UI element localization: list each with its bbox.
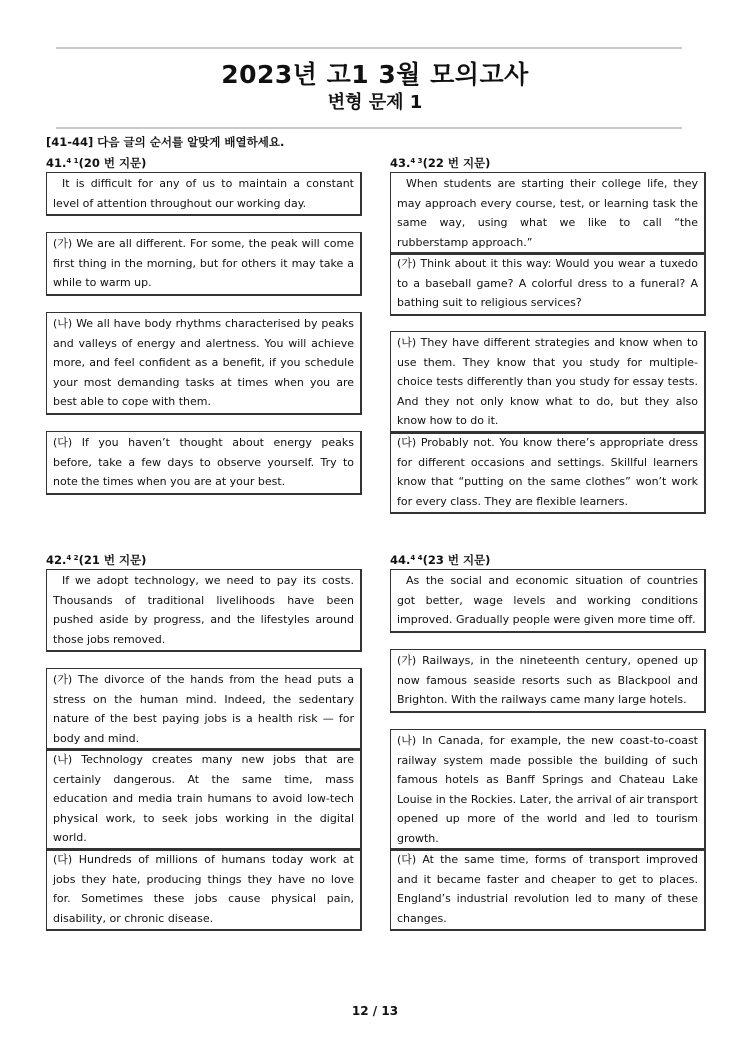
passage-box-41: It is difficult for any of us to maintain a constant level of attention throughout our working day. bbox=[46, 172, 362, 216]
question-heading-41 bbox=[46, 155, 146, 171]
question-heading-43 bbox=[390, 155, 490, 171]
question-superscript: 4 3 bbox=[410, 157, 423, 165]
option-na-43: (나) They have different strategies and know when to use them. They know that you study for multiple-choice tests differently than you study for essay tests. And they not only know what to do, but they also know how to do it. bbox=[390, 331, 706, 434]
question-source: (23 번 지문) bbox=[422, 553, 491, 567]
question-heading-42 bbox=[46, 552, 146, 568]
header-rule-top bbox=[56, 47, 682, 49]
question-source: (20 번 지문) bbox=[78, 156, 147, 170]
page-title: 2023년 고1 3월 모의고사 bbox=[221, 60, 529, 89]
passage-box-44: As the social and economic situation of countries got better, wage levels and working conditions improved. Gradually people were given more time off. bbox=[390, 569, 706, 633]
option-ga-43: (가) Think about it this way: Would you wear a tuxedo to a baseball game? A colorful dress to a funeral? A bathing suit to religious services? bbox=[390, 252, 706, 316]
question-number: 41. bbox=[46, 156, 67, 170]
question-number: 43. bbox=[390, 156, 411, 170]
option-na-41: (나) We all have body rhythms characterised by peaks and valleys of energy and alertness. You will achieve more, and feel confident as a benefit, if you schedule your most demanding tasks at times when you are best able to cope with them. bbox=[46, 312, 362, 415]
question-heading-44 bbox=[390, 552, 490, 568]
passage-box-43: When students are starting their college life, they may approach every course, test, or learning task the same way, using what we like to call “the rubberstamp approach.” bbox=[390, 172, 706, 255]
option-ga-42: (가) The divorce of the hands from the head puts a stress on the human mind. Indeed, the sedentary nature of the best paying jobs is a health risk — for body and mind. bbox=[46, 668, 362, 751]
question-source: (21 번 지문) bbox=[78, 553, 147, 567]
option-da-41: (다) If you haven’t thought about energy peaks before, take a few days to observe yourself. Try to note the times when you are at your best. bbox=[46, 431, 362, 495]
option-na-44: (나) In Canada, for example, the new coast-to-coast railway system made possible the building of such famous hotels as Banff Springs and Chateau Lake Louise in the Rockies. Later, the arrival of air transport opened up more of the world and led to tourism growth. bbox=[390, 729, 706, 851]
passage-box-42: If we adopt technology, we need to pay its costs. Thousands of traditional livelihoods have been pushed aside by progress, and the lifestyles around those jobs removed. bbox=[46, 569, 362, 652]
question-number: 42. bbox=[46, 553, 67, 567]
option-ga-44: (가) Railways, in the nineteenth century, opened up now famous seaside resorts such as Blackpool and Brighton. With the railways came many large hotels. bbox=[390, 649, 706, 713]
header-rule-bottom bbox=[56, 127, 682, 129]
option-da-42: (다) Hundreds of millions of humans today work at jobs they hate, producing things they have no love for. Sometimes these jobs cause physical pain, disability, or chronic disease. bbox=[46, 848, 362, 931]
page-subtitle: 변형 문제 1 bbox=[327, 92, 423, 113]
question-superscript: 4 2 bbox=[66, 554, 79, 562]
page-number: 12 / 13 bbox=[351, 1004, 399, 1018]
option-ga-41: (가) We are all different. For some, the peak will come first thing in the morning, but for others it may take a while to warm up. bbox=[46, 232, 362, 296]
instruction: [41-44] 다음 글의 순서를 알맞게 배열하세요. bbox=[46, 135, 285, 149]
option-da-44: (다) At the same time, forms of transport improved and it became faster and cheaper to get to places. England’s industrial revolution led to many of these changes. bbox=[390, 848, 706, 931]
option-na-42: (나) Technology creates many new jobs that are certainly dangerous. At the same time, mass education and media train humans to avoid low-tech physical work, to seek jobs working in the digital world. bbox=[46, 748, 362, 851]
question-superscript: 4 1 bbox=[66, 157, 79, 165]
question-source: (22 번 지문) bbox=[422, 156, 491, 170]
question-superscript: 4 4 bbox=[410, 554, 423, 562]
question-number: 44. bbox=[390, 553, 411, 567]
option-da-43: (다) Probably not. You know there’s appropriate dress for different occasions and settings. Skillful learners know that “putting on the same clothes” won’t work for every class. They are flexible learners. bbox=[390, 431, 706, 514]
